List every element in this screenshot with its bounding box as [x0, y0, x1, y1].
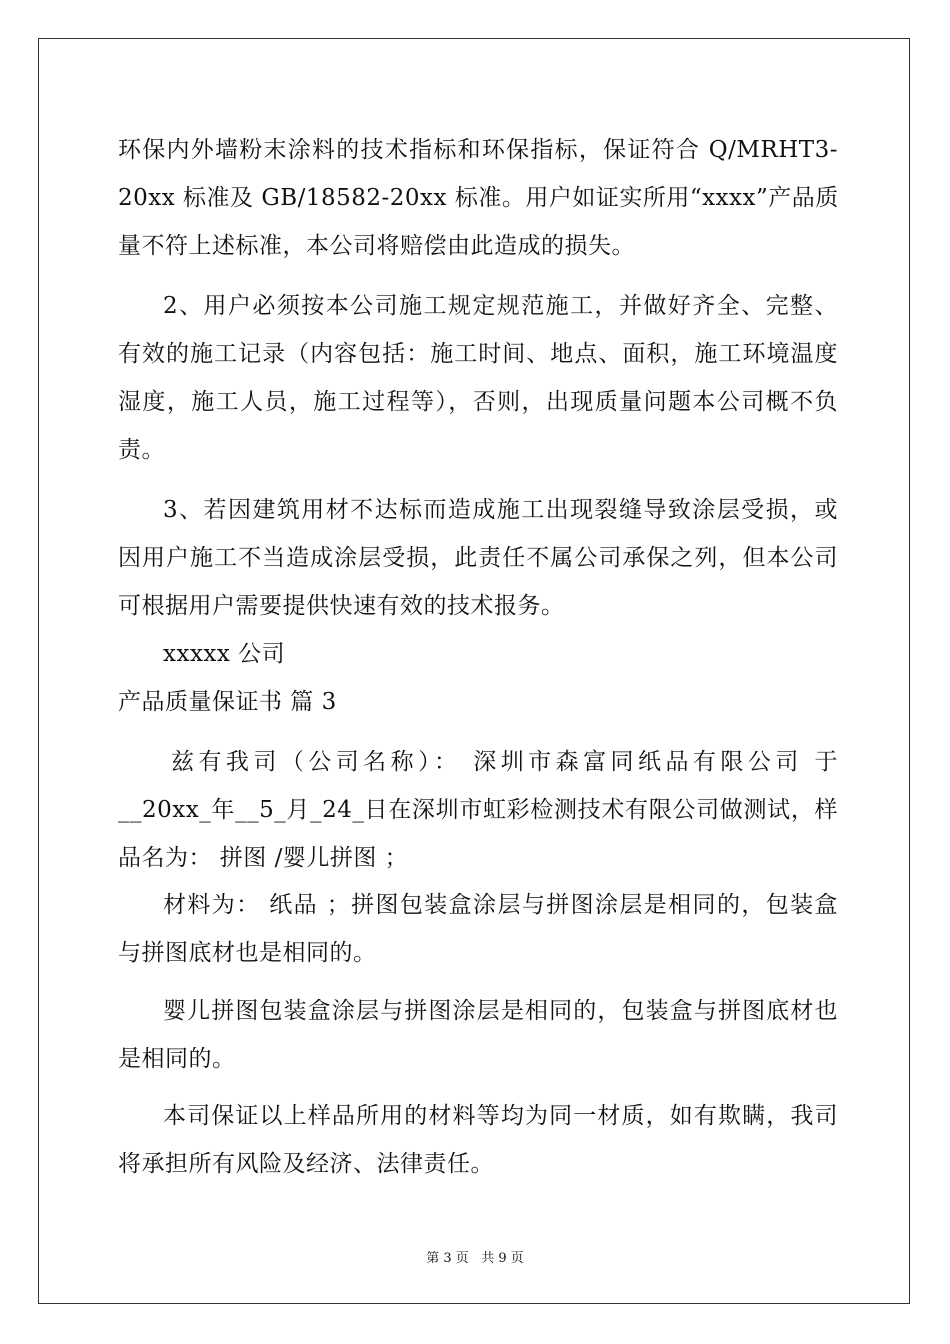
paragraph-6-line-2: 是相同的。 — [118, 1046, 236, 1072]
paragraph-5-line-1: 材料为： 纸品 ；拼图包装盒涂层与拼图涂层是相同的，包装盒 — [163, 892, 838, 918]
page-footer: 第 3 页 共 9 页 — [426, 1251, 524, 1266]
paragraph-7-line-2: 将承担所有风险及经济、法律责任。 — [118, 1151, 494, 1177]
paragraph-4-line-2: __20xx_年__5_月_24_日在深圳市虹彩检测技术有限公司做测试，样 — [118, 797, 838, 823]
paragraph-3-line-3: 可根据用户需要提供快速有效的技术报务。 — [118, 593, 565, 619]
paragraph-1-line-1: 环保内外墙粉末涂料的技术指标和环保指标，保证符合 Q/MRHT3- — [118, 137, 838, 163]
paragraph-5-line-2: 与拼图底材也是相同的。 — [118, 940, 377, 966]
paragraph-1-line-3: 量不符上述标准，本公司将赔偿由此造成的损失。 — [118, 233, 635, 259]
paragraph-2-line-4: 责。 — [118, 437, 165, 463]
paragraph-3-line-1: 3、若因建筑用材不达标而造成施工出现裂缝导致涂层受损，或 — [163, 497, 838, 523]
paragraph-7-line-1: 本司保证以上样品所用的材料等均为同一材质，如有欺瞒，我司 — [163, 1103, 838, 1129]
paragraph-1-line-2: 20xx 标准及 GB/18582-20xx 标准。用户如证实所用“xxxx”产品质 — [118, 185, 839, 211]
paragraph-4-line-3: 品名为： 拼图 /婴儿拼图 ； — [118, 845, 409, 871]
paragraph-2-line-3: 湿度，施工人员，施工过程等），否则，出现质量问题本公司概不负 — [118, 389, 838, 415]
paragraph-4-line-1: 兹有我司（公司名称）： 深圳市森富同纸品有限公司 于 — [171, 749, 838, 775]
company-signature: xxxxx 公司 — [163, 641, 286, 667]
paragraph-2-line-2: 有效的施工记录（内容包括：施工时间、地点、面积，施工环境温度 — [118, 341, 838, 367]
section-heading: 产品质量保证书 篇 3 — [118, 689, 337, 715]
paragraph-2-line-1: 2、用户必须按本公司施工规定规范施工，并做好齐全、完整、 — [163, 293, 838, 319]
paragraph-6-line-1: 婴儿拼图包装盒涂层与拼图涂层是相同的，包装盒与拼图底材也 — [163, 998, 838, 1024]
paragraph-3-line-2: 因用户施工不当造成涂层受损，此责任不属公司承保之列，但本公司 — [118, 545, 838, 571]
